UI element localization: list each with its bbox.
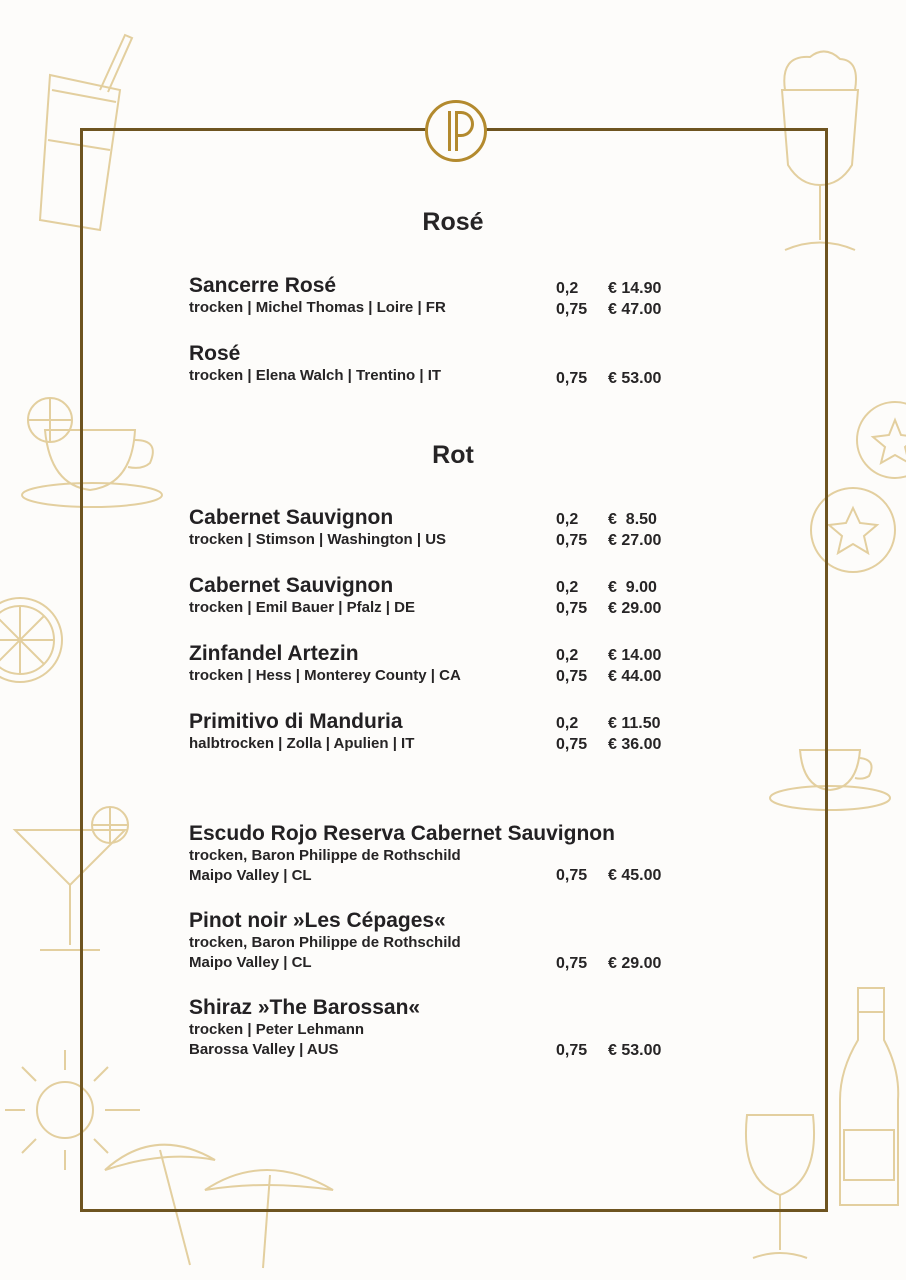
wine-name: Cabernet Sauvignon <box>189 574 394 597</box>
wine-description: Barossa Valley | AUS <box>189 1041 339 1058</box>
price: € 47.00 <box>608 301 662 318</box>
wine-description: trocken | Emil Bauer | Pfalz | DE <box>189 599 415 616</box>
price: € 9.00 <box>608 579 657 596</box>
volume: 0,75 <box>556 867 588 884</box>
section-title-rose: Rosé <box>422 208 484 236</box>
price: € 36.00 <box>608 736 662 753</box>
wine-name: Escudo Rojo Reserva Cabernet Sauvignon <box>189 822 615 845</box>
bottle-sketch-icon <box>830 980 906 1220</box>
wine-description: trocken | Stimson | Washington | US <box>189 531 447 548</box>
lemon-slice-sketch-icon <box>0 590 75 690</box>
price: € 44.00 <box>608 668 662 685</box>
wine-description: trocken | Michel Thomas | Loire | FR <box>189 299 446 316</box>
wine-description: trocken | Peter Lehmann <box>189 1021 365 1038</box>
volume: 0,2 <box>556 647 579 664</box>
volume: 0,75 <box>556 955 588 972</box>
price: € 8.50 <box>608 511 657 528</box>
price: € 29.00 <box>608 600 662 617</box>
price: € 14.00 <box>608 647 662 664</box>
price: € 53.00 <box>608 1042 662 1059</box>
volume: 0,75 <box>556 532 588 549</box>
wine-name: Zinfandel Artezin <box>189 642 359 665</box>
wine-description: trocken | Elena Walch | Trentino | IT <box>189 367 442 384</box>
price: € 27.00 <box>608 532 662 549</box>
price: € 45.00 <box>608 867 662 884</box>
wine-description: trocken, Baron Philippe de Rothschild <box>189 934 461 951</box>
volume: 0,2 <box>556 511 579 528</box>
wine-description: Maipo Valley | CL <box>189 954 312 971</box>
volume: 0,75 <box>556 301 588 318</box>
price: € 14.90 <box>608 280 662 297</box>
wine-description: Maipo Valley | CL <box>189 867 312 884</box>
volume: 0,75 <box>556 600 588 617</box>
wine-description: trocken | Hess | Monterey County | CA <box>189 667 461 684</box>
wine-name: Cabernet Sauvignon <box>189 506 394 529</box>
volume: 0,2 <box>556 579 579 596</box>
volume: 0,75 <box>556 736 588 753</box>
price: € 11.50 <box>608 715 661 732</box>
volume: 0,2 <box>556 280 579 297</box>
price: € 53.00 <box>608 370 662 387</box>
volume: 0,75 <box>556 370 588 387</box>
wine-name: Sancerre Rosé <box>189 274 337 297</box>
section-title-rot: Rot <box>432 441 474 469</box>
wine-name: Pinot noir »Les Cépages« <box>189 909 446 932</box>
wine-name: Primitivo di Manduria <box>189 710 403 733</box>
price: € 29.00 <box>608 955 662 972</box>
wine-name: Shiraz »The Barossan« <box>189 996 421 1019</box>
wine-description: trocken, Baron Philippe de Rothschild <box>189 847 461 864</box>
wine-description: halbtrocken | Zolla | Apulien | IT <box>189 735 415 752</box>
volume: 0,75 <box>556 1042 588 1059</box>
volume: 0,2 <box>556 715 579 732</box>
volume: 0,75 <box>556 668 588 685</box>
wine-name: Rosé <box>189 342 241 365</box>
logo-monogram-icon <box>425 100 487 162</box>
